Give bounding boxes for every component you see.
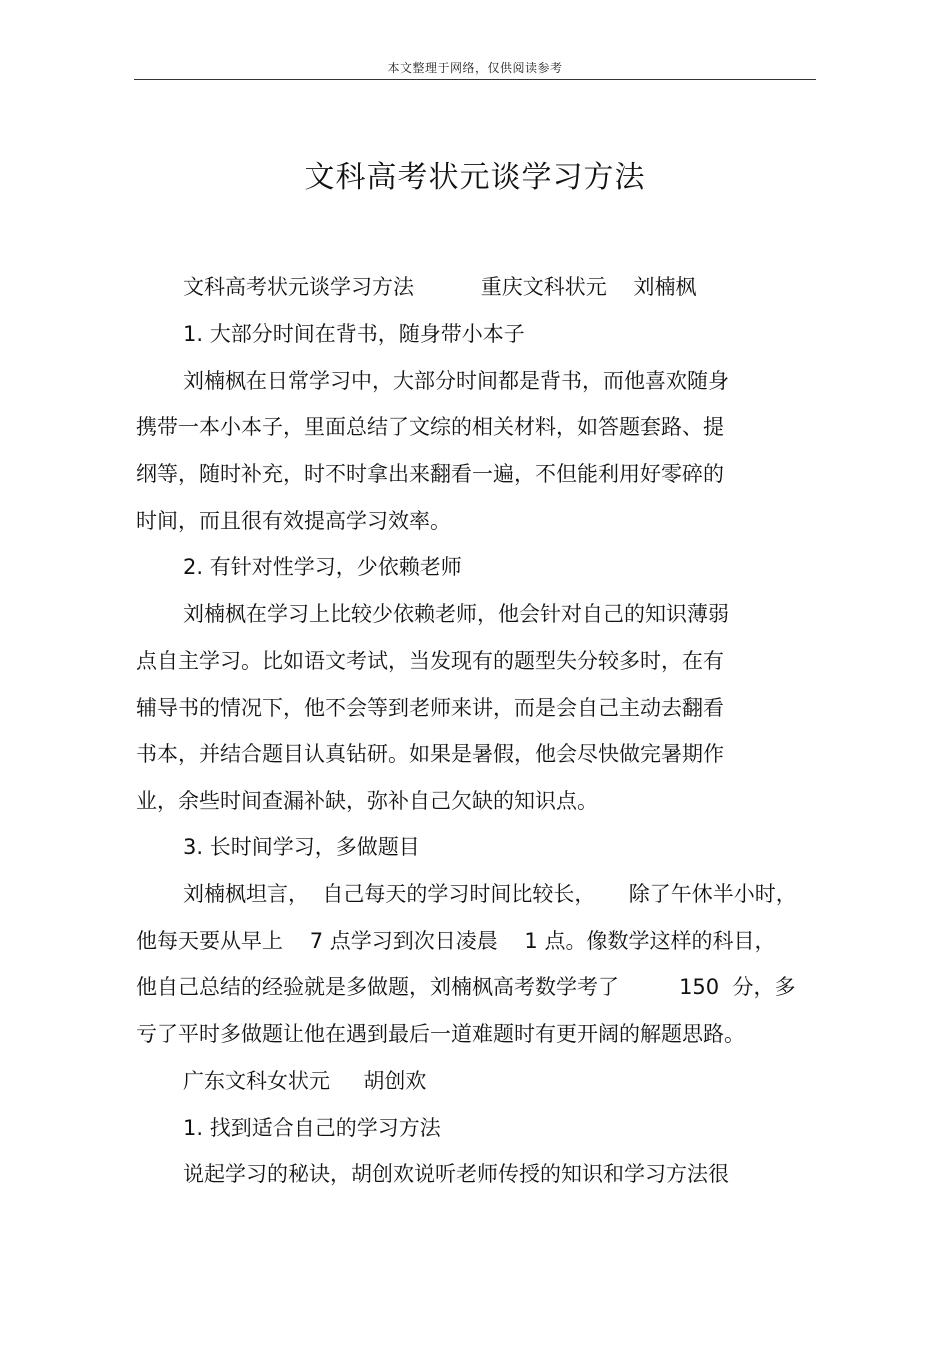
header-note: 本文整理于网络，仅供阅读参考 — [387, 61, 563, 75]
paragraph-line: 刘楠枫在日常学习中，大部分时间都是背书，而他喜欢随身 — [183, 369, 729, 393]
section-heading: 1. 找到适合自己的学习方法 — [183, 1116, 441, 1140]
document-title: 文科高考状元谈学习方法 — [304, 160, 646, 195]
paragraph-line: 携带一本小本子，里面总结了文综的相关材料，如答题套路、提 — [136, 415, 724, 439]
paragraph-line: 时间，而且很有效提高学习效率。 — [136, 509, 451, 533]
section-heading: 2. 有针对性学习，少依赖老师 — [183, 555, 462, 579]
byline-guangdong: 广东文科女状元 胡创欢 — [183, 1069, 427, 1093]
paragraph-line: 刘楠枫坦言， 自己每天的学习时间比较长， 除了午休半小时， — [183, 882, 797, 906]
paragraph-line: 辅导书的情况下，他不会等到老师来讲，而是会自己主动去翻看 — [136, 696, 724, 720]
paragraph-line: 亏了平时多做题让他在遇到最后一道难题时有更开阔的解题思路。 — [136, 1022, 745, 1046]
section-heading: 1. 大部分时间在背书，随身带小本子 — [183, 322, 525, 346]
paragraph-line: 书本，并结合题目认真钻研。如果是暑假，他会尽快做完暑期作 — [136, 742, 724, 766]
header-divider — [134, 79, 816, 80]
paragraph-line: 纲等，随时补充，时不时拿出来翻看一遍，不但能利用好零碎的 — [136, 462, 724, 486]
paragraph-line: 说起学习的秘诀，胡创欢说听老师传授的知识和学习方法很 — [183, 1162, 729, 1186]
paragraph-line: 点自主学习。比如语文考试，当发现有的题型失分较多时，在有 — [136, 649, 724, 673]
section-heading: 3. 长时间学习，多做题目 — [183, 835, 420, 859]
byline-chongqing: 文科高考状元谈学习方法 重庆文科状元 刘楠枫 — [183, 275, 697, 299]
paragraph-line: 他自己总结的经验就是多做题，刘楠枫高考数学考了 150 分，多 — [136, 975, 796, 999]
paragraph-line: 业，余些时间查漏补缺，弥补自己欠缺的知识点。 — [136, 789, 598, 813]
paragraph-line: 刘楠枫在学习上比较少依赖老师，他会针对自己的知识薄弱 — [183, 602, 729, 626]
paragraph-line: 他每天要从早上 7 点学习到次日凌晨 1 点。像数学这样的科目， — [136, 929, 776, 953]
